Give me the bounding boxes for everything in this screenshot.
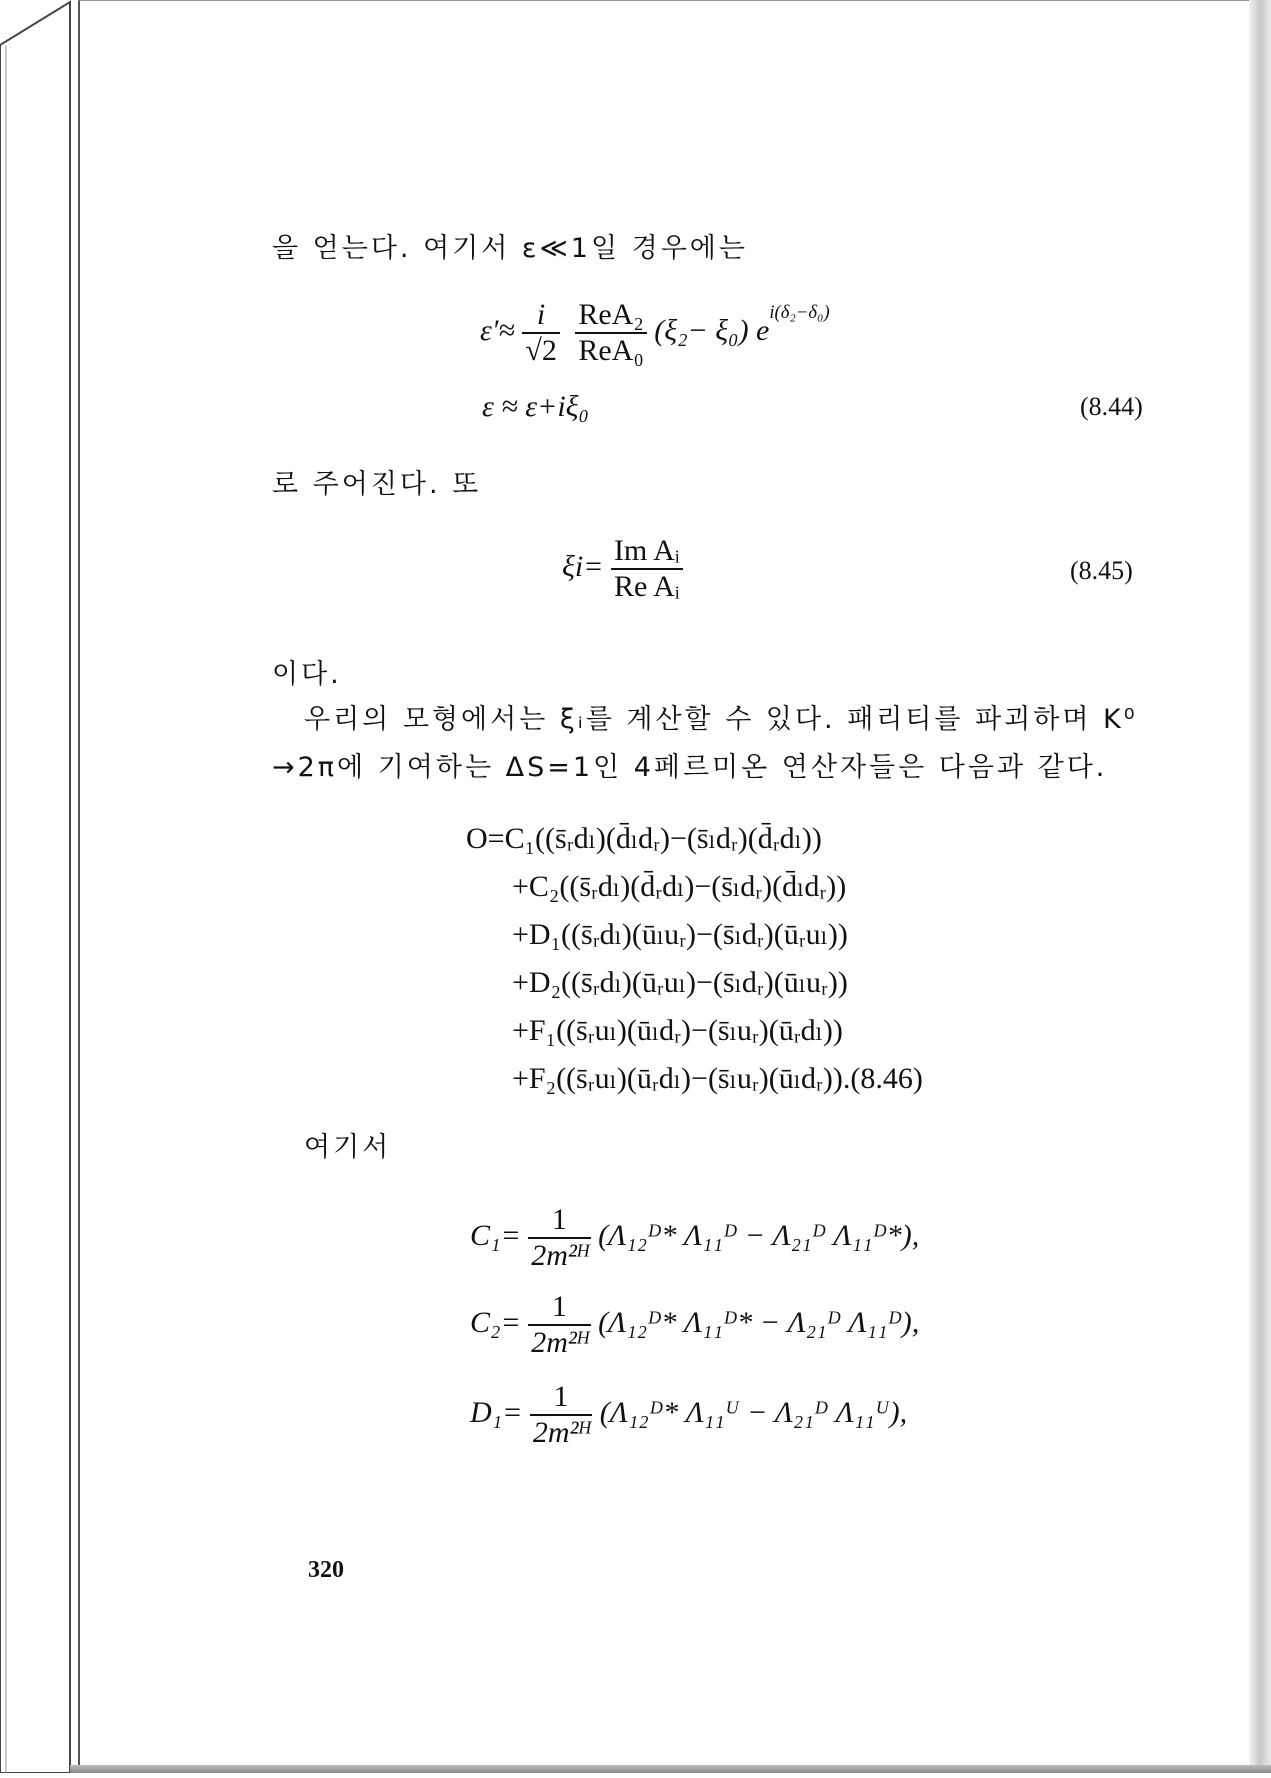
eq845-frac bbox=[611, 534, 683, 604]
c1-frac-num: 1 bbox=[528, 1203, 590, 1239]
eq846-line-3: +D₁((s̄ᵣdₗ)(ūₗuᵣ)−(s̄ₗdᵣ)(ūᵣuₗ)) bbox=[512, 918, 848, 951]
page-edge bbox=[1249, 0, 1271, 1773]
equation-8-44-line1 bbox=[480, 298, 830, 368]
d1-rhs: (Λ₁₂ᴰ* Λ₁₁ᵁ − Λ₂₁ᴰ Λ₁₁ᵁ), bbox=[599, 1395, 908, 1429]
page-number: 320 bbox=[308, 1557, 344, 1583]
eq844-frac1-num: i bbox=[522, 298, 559, 334]
equation-8-46 bbox=[466, 815, 923, 1103]
c2-lhs: C₂= bbox=[470, 1305, 521, 1339]
paragraph-where: 여기서 bbox=[304, 1132, 392, 1163]
equation-8-45 bbox=[562, 534, 683, 604]
book-spine-shape bbox=[0, 0, 80, 1773]
eq844-frac2-den: ReA₀ bbox=[578, 334, 644, 367]
c2-frac-den: 2m²ᴴ bbox=[531, 1326, 588, 1359]
eq846-line-1: O=C₁((s̄ᵣdₗ)(d̄ₗdᵣ)−(s̄ₗdᵣ)(d̄ᵣdₗ)) bbox=[466, 822, 822, 855]
eq845-frac-num: Im Aᵢ bbox=[611, 534, 683, 570]
equation-number-8-44: (8.44) bbox=[1080, 392, 1143, 421]
coefficient-d1 bbox=[470, 1380, 907, 1450]
equation-number-8-45: (8.45) bbox=[1070, 556, 1133, 585]
c1-rhs: (Λ₁₂ᴰ* Λ₁₁ᴰ − Λ₂₁ᴰ Λ₁₁ᴰ*), bbox=[598, 1218, 920, 1252]
c2-rhs: (Λ₁₂ᴰ* Λ₁₁ᴰ* − Λ₂₁ᴰ Λ₁₁ᴰ), bbox=[598, 1305, 920, 1339]
d1-frac-den: 2m²ᴴ bbox=[532, 1416, 590, 1449]
eq844-frac1-den: √2 bbox=[525, 334, 557, 367]
c1-lhs: C₁= bbox=[470, 1218, 521, 1252]
paragraph-intro: 을 얻는다. 여기서 ε≪1일 경우에는 bbox=[272, 233, 748, 264]
c2-frac bbox=[528, 1290, 590, 1360]
eq845-frac-den: Re Aᵢ bbox=[613, 570, 680, 603]
eq845-lhs: ξi= bbox=[562, 549, 604, 583]
paragraph-is: 이다. bbox=[272, 659, 342, 690]
eq844-frac2 bbox=[575, 298, 646, 368]
eq844-frac2-num: ReA₂ bbox=[575, 298, 646, 334]
paragraph-model-line1: 우리의 모형에서는 ξᵢ를 계산할 수 있다. 패리티를 파괴하며 K⁰ bbox=[304, 704, 1138, 735]
eq844-lhs: ε′≈ bbox=[480, 313, 515, 347]
d1-lhs: D₁= bbox=[470, 1395, 523, 1429]
c1-frac-den: 2m²ᴴ bbox=[531, 1239, 588, 1272]
c2-frac-num: 1 bbox=[528, 1290, 590, 1326]
paragraph-model-line2: →2π에 기여하는 ΔS=1인 4페르미온 연산자들은 다음과 같다. bbox=[272, 752, 1108, 783]
eq844-rest: (ξ₂− ξ₀) e bbox=[654, 313, 770, 347]
d1-frac bbox=[530, 1380, 592, 1450]
coefficient-c2 bbox=[470, 1290, 919, 1360]
page-bottom-edge bbox=[70, 1765, 1271, 1773]
eq844-frac1 bbox=[522, 298, 559, 368]
book-spine bbox=[0, 0, 80, 1773]
paragraph-given: 로 주어진다. 또 bbox=[272, 469, 482, 500]
eq846-line-2: +C₂((s̄ᵣdₗ)(d̄ᵣdₗ)−(s̄ₗdᵣ)(d̄ₗdᵣ)) bbox=[512, 870, 847, 903]
c1-frac bbox=[528, 1203, 590, 1273]
eq844-exponent: i(δ₂−δ₀) bbox=[769, 301, 830, 323]
eq846-line-6: +F₂((s̄ᵣuₗ)(ūᵣdₗ)−(s̄ₗuᵣ)(ūₗdᵣ)).(8.46) bbox=[512, 1062, 923, 1095]
coefficient-c1 bbox=[470, 1203, 919, 1273]
equation-8-44-line2: ε ≈ ε+iξ₀ bbox=[482, 390, 589, 423]
eq846-line-4: +D₂((s̄ᵣdₗ)(ūᵣuₗ)−(s̄ₗdᵣ)(ūₗuᵣ)) bbox=[512, 966, 848, 999]
d1-frac-num: 1 bbox=[530, 1380, 592, 1416]
eq846-line-5: +F₁((s̄ᵣuₗ)(ūₗdᵣ)−(s̄ₗuᵣ)(ūᵣdₗ)) bbox=[512, 1014, 843, 1047]
